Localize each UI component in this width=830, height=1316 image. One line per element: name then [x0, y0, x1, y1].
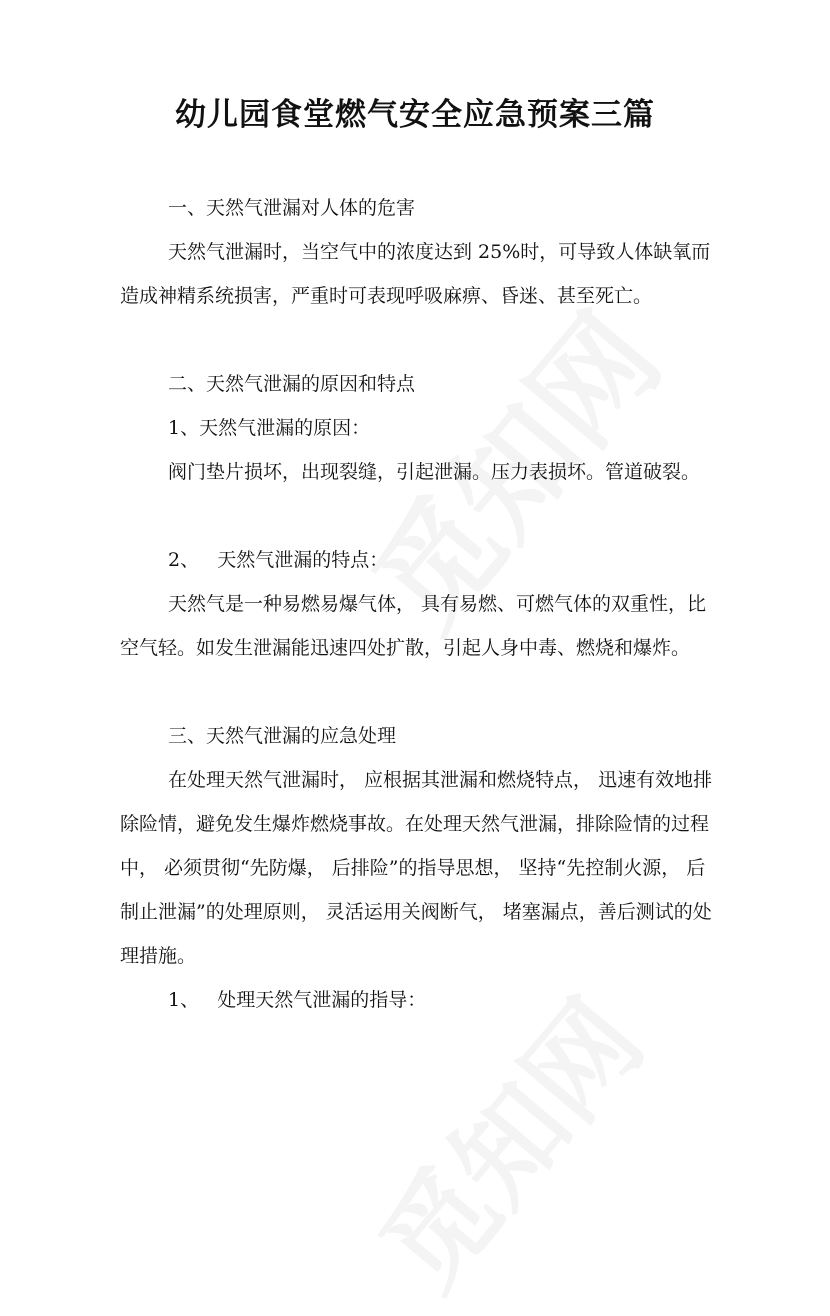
paragraph: 天然气是一种易燃易爆气体， 具有易燃、可燃气体的双重性，比空气轻。如发生泄漏能迅速四处扩散，引起人身中毒、燃烧和爆炸。: [120, 593, 707, 659]
document-title: 幼儿园食堂燃气安全应急预案三篇: [175, 97, 655, 133]
subsection-heading: 2、 天然气泄漏的特点：: [168, 549, 389, 571]
subsection-heading: 1、天然气泄漏的原因：: [168, 417, 371, 439]
section-heading: 一、天然气泄漏对人体的危害: [168, 197, 416, 219]
section-heading: 二、天然气泄漏的原因和特点: [168, 373, 416, 395]
subsection-heading: 1、 处理天然气泄漏的指导：: [168, 989, 427, 1011]
paragraph: 在处理天然气泄漏时， 应根据其泄漏和燃烧特点， 迅速有效地排除险情，避免发生爆炸燃烧事故。在处理天然气泄漏，排除险情的过程中， 必须贯彻“先防爆， 后排险”的指导思想， 坚持“先控制火源， 后制止泄漏”的处理原则， 灵活运用关阀断气， 堵塞漏点，善后测试的处理措施。: [120, 769, 713, 967]
paragraph: 阀门垫片损坏，出现裂缝，引起泄漏。压力表损坏。管道破裂。: [168, 461, 701, 483]
section-heading: 三、天然气泄漏的应急处理: [168, 725, 397, 747]
paragraph: 天然气泄漏时，当空气中的浓度达到 25%时，可导致人体缺氧而造成神精系统损害，严重时可表现呼吸麻痹、昏迷、甚至死亡。: [120, 241, 711, 307]
